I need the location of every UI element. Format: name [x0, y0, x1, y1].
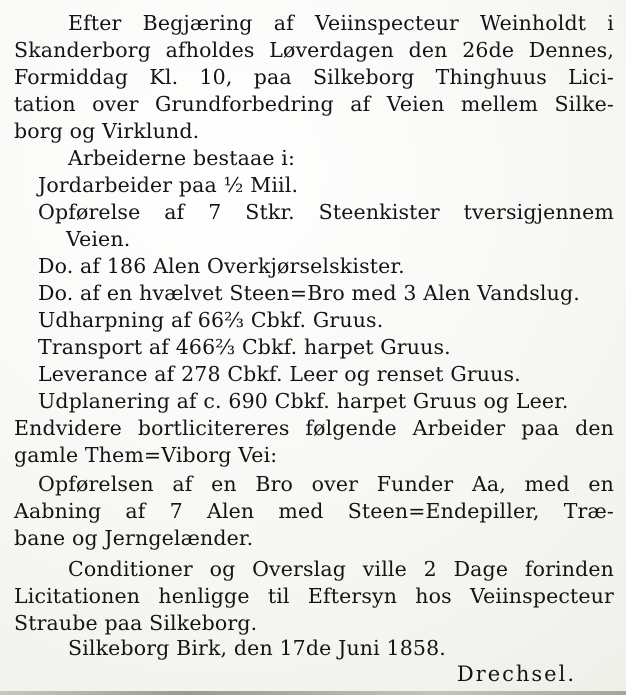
notice-line: bane og Jerngelænder. [14, 526, 254, 550]
notice-line: Formiddag Kl. 10, paa Silkeborg Thinghuus Lici- [14, 65, 614, 89]
signature: Drechsel. [456, 662, 576, 686]
notice-dateline: Silkeborg Birk, den 17de Juni 1858. [68, 636, 446, 660]
notice-line: Jordarbeider paa ½ Miil. [38, 173, 299, 197]
bottom-rule [0, 691, 626, 695]
notice-line: Arbeiderne bestaae i: [68, 146, 296, 170]
notice-line: Straube paa Silkeborg. [14, 611, 258, 635]
notice-line: Veien. [66, 227, 131, 251]
notice-line: Transport af 466⅔ Cbkf. harpet Gruus. [38, 335, 451, 359]
notice-line: Skanderborg afholdes Løverdagen den 26de Dennes, [14, 38, 614, 62]
notice-line: Conditioner og Overslag ville 2 Dage forinden [68, 557, 614, 581]
notice-line: Licitationen henligge til Eftersyn hos Veiinspecteur [14, 584, 614, 608]
notice-line: Efter Begjæring af Veiinspecteur Weinholdt i [68, 11, 614, 35]
notice-line: tation over Grundforbedring af Veien mellem Silke- [14, 92, 614, 116]
notice-line: Aabning af 7 Alen med Steen=Endepiller, Træ- [14, 499, 614, 523]
notice-line: Udharpning af 66⅔ Cbkf. Gruus. [38, 308, 384, 332]
notice-line: Udplanering af c. 690 Cbkf. harpet Gruus og Leer. [38, 389, 569, 413]
notice-line: gamle Them=Viborg Vei: [14, 443, 278, 467]
notice-line: Do. af en hvælvet Steen=Bro med 3 Alen Vandslug. [38, 281, 580, 305]
notice-line: Opførelsen af en Bro over Funder Aa, med en [38, 472, 614, 496]
notice-line: Do. af 186 Alen Overkjørselskister. [38, 254, 405, 278]
notice-line: Opførelse af 7 Stkr. Steenkister tversigjennem [38, 200, 614, 224]
notice-line: Leverance af 278 Cbkf. Leer og renset Gruus. [38, 362, 521, 386]
notice-line: borg og Virklund. [14, 119, 200, 143]
notice-line: Endvidere bortlicitereres følgende Arbeider paa den [14, 416, 614, 440]
